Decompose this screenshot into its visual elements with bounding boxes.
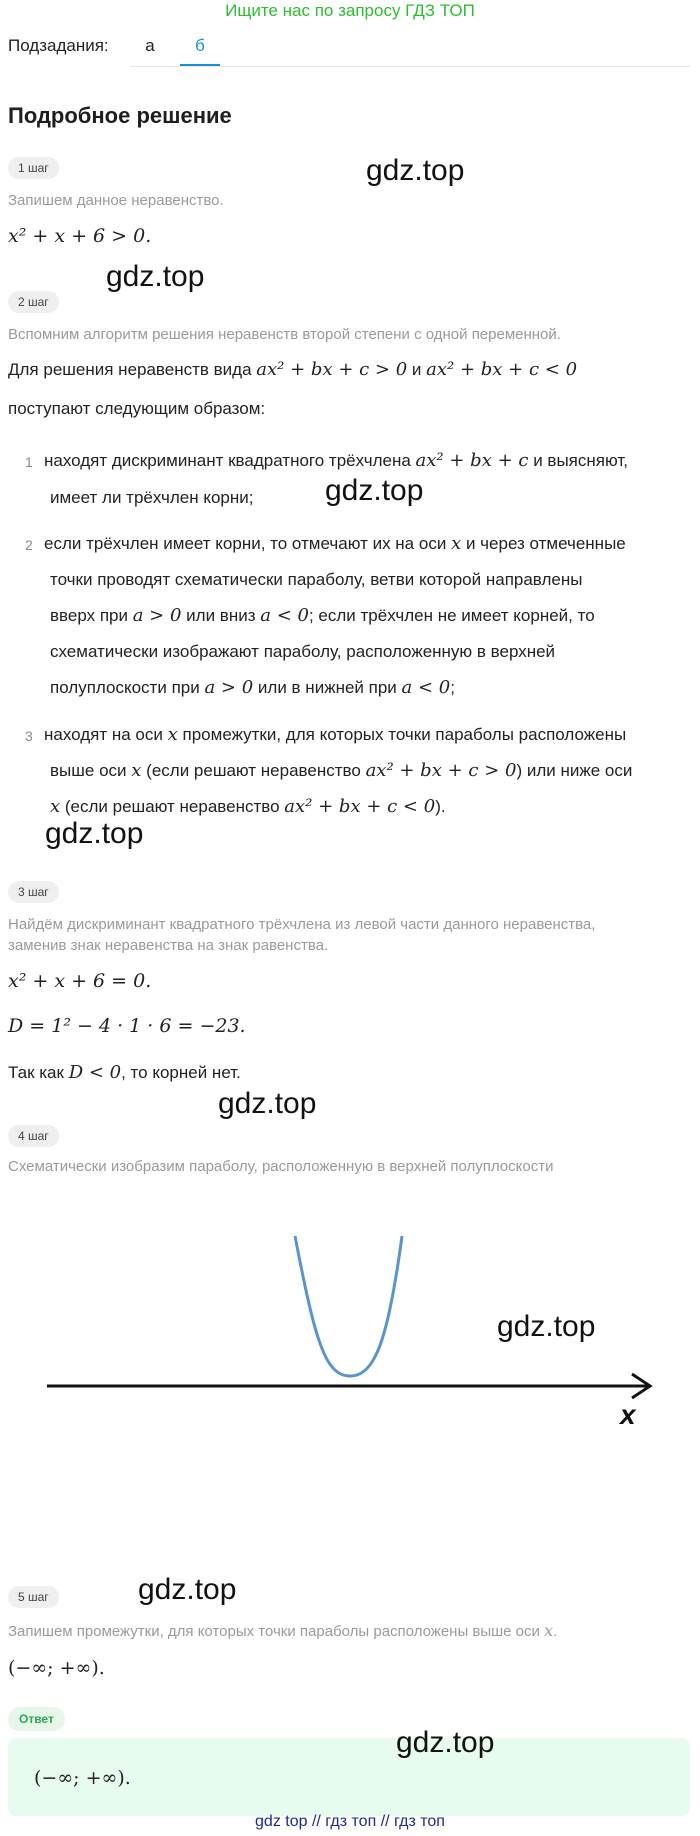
watermark: gdz.top [497,1310,596,1343]
list-item-2-line-4: схематически изображают параболу, расположенную в верхней [50,642,556,661]
step-4-hint: Схематически изобразим параболу, расположенную в верхней полуплоскости [8,1158,554,1175]
step-3-formula-1: x² + x + 6 = 0. [8,970,152,992]
step-1-badge: 1 шаг [8,157,59,179]
step-1-formula: x² + x + 6 > 0. [8,225,152,247]
list-item-2-line-2: точки проводят схематически параболу, ветви которой направлены [50,570,583,589]
formula: ax² + bx + c < 0 [426,359,578,380]
list-item-3: находят на оси x промежутки, для которых точки параболы расположены [44,724,627,745]
list-number: 1 [25,454,33,470]
step-3-hint-line-2: заменив знак неравенства на знак равенства. [8,937,329,954]
step-2-hint: Вспомним алгоритм решения неравенств второй степени с одной переменной. [8,326,561,343]
list-item-2-line-3: вверх при a > 0 или вниз a < 0; если трёхчлен не имеет корней, то [50,605,595,626]
x-axis-label: x [620,1399,636,1430]
step-2-intro-line-1: Для решения неравенств вида ax² + bx + c > 0 и ax² + bx + c < 0 [8,359,578,380]
tab-subtask-b[interactable]: б [195,36,205,55]
watermark: gdz.top [396,1726,495,1759]
watermark: gdz.top [45,817,144,850]
watermark: gdz.top [138,1573,237,1606]
list-item-1-line-2: имеет ли трёхчлен корни; [50,488,254,507]
watermark: gdz.top [218,1087,317,1120]
tabs-divider [130,66,690,67]
watermark: gdz.top [325,474,424,507]
subtasks-label: Подзадания: [8,36,109,55]
list-item-1: находят дискриминант квадратного трёхчлена ax² + bx + c и выясняют, [44,450,628,471]
step-3-formula-2: D = 1² − 4 · 1 · 6 = −23. [8,1015,246,1037]
parabola-curve [295,1236,402,1376]
list-item-3-line-2: выше оси x (если решают неравенство ax² + bx + c > 0) или ниже оси [50,760,633,781]
step-5-hint: Запишем промежутки, для которых точки параболы расположены выше оси x. [8,1621,558,1640]
list-item-3-line-3: x (если решают неравенство ax² + bx + c < 0). [50,796,446,817]
watermark: gdz.top [106,260,205,293]
step-4-badge: 4 шаг [8,1125,59,1147]
step-5-formula: (−∞; +∞). [8,1657,105,1679]
list-number: 3 [25,728,33,744]
step-5-badge: 5 шаг [8,1586,59,1608]
step-1-hint: Запишем данное неравенство. [8,192,224,209]
tab-subtask-a[interactable]: а [145,36,155,55]
section-title: Подробное решение [8,103,232,128]
answer-badge: Ответ [8,1707,65,1731]
step-3-badge: 3 шаг [8,881,59,903]
step-2-badge: 2 шаг [8,291,59,313]
formula: ax² + bx + c > 0 [256,359,408,380]
step-3-hint-line-1: Найдём дискриминант квадратного трёхчлена из левой части данного неравенства, [8,916,596,933]
list-item-2-line-5: полуплоскости при a > 0 или в нижней при a < 0; [50,677,455,698]
step-3-conclusion: Так как D < 0, то корней нет. [8,1062,241,1083]
answer-value: (−∞; +∞). [34,1767,131,1789]
list-item-2: если трёхчлен имеет корни, то отмечают их на оси x и через отмеченные [44,533,626,554]
list-number: 2 [25,537,33,553]
promo-banner[interactable]: Ищите нас по запросу ГДЗ ТОП [225,1,475,20]
step-2-intro-line-2: поступают следующим образом: [8,399,266,418]
footer-links[interactable]: gdz top // гдз топ // гдз топ [255,1813,445,1830]
watermark: gdz.top [366,154,465,187]
